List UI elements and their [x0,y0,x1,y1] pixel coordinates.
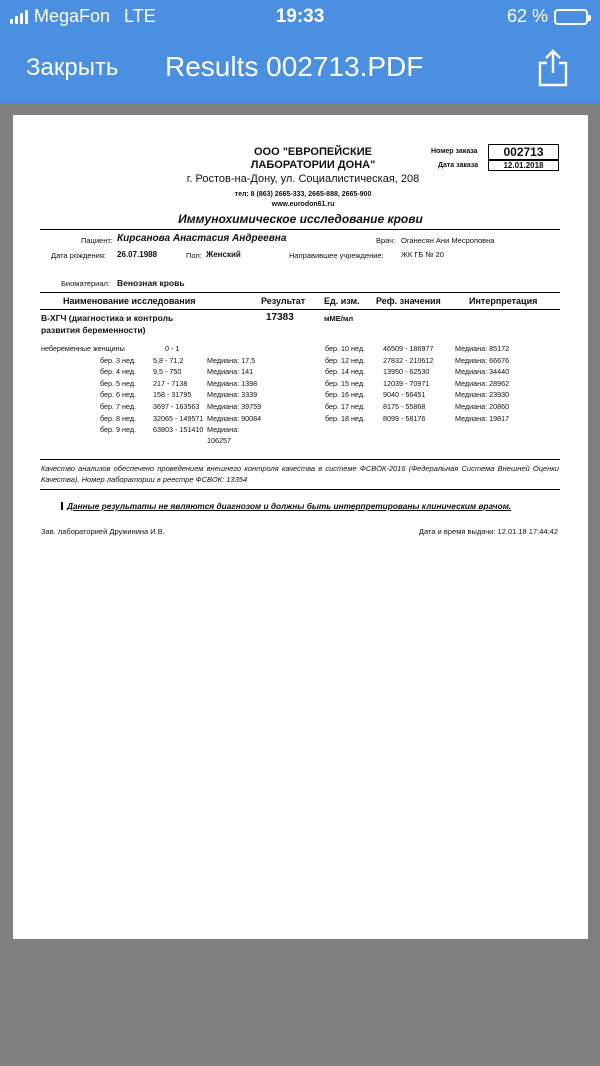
reference-label: бер. 9 нед. [100,425,137,435]
document-title: Results 002713.PDF [165,51,424,82]
reference-range: 8175 - 55868 [383,402,426,411]
lab-address: г. Ростов-на-Дону, ул. Социалистическая, 208 [186,173,420,185]
status-bar [0,0,600,34]
reference-median: Медиана: 1398 [207,378,258,388]
col-header-unit: Ед. изм. [324,296,360,306]
col-header-ref: Реф. значения [376,296,441,306]
issue-datetime: Дата и время выдачи: 12.01.18 17:44:42 [418,527,558,536]
reference-label: бер. 16 нед. [325,390,366,400]
sex-label: Пол: [186,251,202,260]
status-time: 19:33 [275,6,325,27]
reference-label: небеременные женщины [41,344,125,353]
reference-median: Медиана: 90084 [207,413,262,423]
reference-range: 9,5 - 750 [153,367,182,377]
reference-median: Медиана: 17,5 [207,355,256,365]
birth-date: 26.07.1988 [117,250,158,259]
reference-median-extra: 106257 [207,436,231,445]
reference-label: бер. 15 нед. [325,378,366,388]
col-header-interpretation: Интерпретация [469,296,538,306]
patient-name: Кирсанова Анастасия Андреевна [117,233,287,244]
quality-note: Качество анализов обеспечено проведением внешнего контроля качества в системе ФСВОК-2016 (Федеральная Система Внешней Оценки Качества). Номер лаборатории в реестре ФСВОК: 13354 [41,464,559,484]
reference-median: Медиана: [207,425,240,435]
reference-label: бер. 17 нед. [325,402,366,411]
warning-mark [61,502,63,510]
reference-median: Медиана: 34440 [455,367,510,377]
divider [40,309,560,310]
reference-median: Медиана: 3339 [207,390,258,400]
divider [40,292,560,293]
order-number-label: Номер заказа [431,148,478,155]
divider [40,459,560,460]
patient-label: Пациент: [81,236,113,245]
reference-label: бер. 7 нед. [100,402,137,411]
order-date: 12.01.2018 [488,160,559,171]
reference-median: Медиана: 23930 [455,390,510,400]
reference-median: Медиана: 39759 [207,402,262,411]
birth-date-label: Дата рождения: [51,251,106,260]
carrier-name: MegaFon [34,6,111,26]
share-icon[interactable] [536,49,570,87]
reference-range: 27832 - 210612 [383,355,434,365]
reference-label: бер. 5 нед. [100,378,137,388]
reference-range: 5,8 - 71,2 [153,355,184,365]
reference-label: бер. 10 нед. [325,344,366,353]
nav-bar [0,44,600,92]
order-number: 002713 [488,144,559,160]
reference-range: 13950 - 62530 [383,367,430,377]
reference-range: 32065 - 149571 [153,413,204,423]
reference-range: 8099 - 58176 [383,413,426,423]
reference-median: Медиана: 141 [207,367,254,377]
disclaimer: Данные результаты не являются диагнозом и должны быть интерпретированы клиническим врачом. [67,501,512,511]
col-header-name: Наименование исследования [63,296,196,306]
lab-phone: тел: 8 (863) 2665-333, 2665-888, 2665-900 [234,191,372,198]
reference-range: 46509 - 186977 [383,344,434,353]
reference-range: 12039 - 70971 [383,378,430,388]
reference-range: 0 - 1 [165,344,180,353]
reference-range: 217 - 7138 [153,378,188,388]
referral-label: Направившее учреждение: [289,251,384,260]
battery-percent: 62 % [506,6,548,26]
reference-label: бер. 4 нед. [100,367,137,377]
test-name: В-ХГЧ (диагностика и контроль развития беременности) [41,313,174,335]
order-date-label: Дата заказа [438,162,479,169]
head-of-lab: Зав. лабораторией Дружинина И.В. [41,527,165,536]
reference-median: Медиана: 85172 [455,344,510,353]
reference-range: 3697 - 163563 [153,402,200,411]
reference-label: бер. 18 нед. [325,413,366,423]
reference-median: Медиана: 20860 [455,402,510,411]
reference-label: бер. 3 нед. [100,355,137,365]
report-title: Иммунохимическое исследование крови [178,212,423,226]
doctor-label: Врач: [376,236,396,245]
biomaterial-label: Биоматериал: [61,279,110,288]
close-button[interactable]: Закрыть [26,54,119,81]
network-type: LTE [124,6,156,26]
lab-website: www.eurodon61.ru [271,201,335,208]
doctor-name: Оганесян Ани Месроповна [401,236,495,245]
reference-median: Медиана: 66676 [455,355,510,365]
reference-label: бер. 14 нед. [325,367,366,377]
lab-name: ООО "ЕВРОПЕЙСКИЕ ЛАБОРАТОРИИ ДОНА" [250,146,376,171]
reference-label: бер. 8 нед. [100,413,137,423]
reference-median: Медиана: 19817 [455,413,510,423]
divider [40,489,560,490]
reference-range: 63803 - 151410 [153,425,204,435]
battery-icon [554,9,588,25]
test-result: 17383 [266,312,294,323]
reference-label: бер. 12 нед. [325,355,366,365]
biomaterial-value: Венозная кровь [117,278,185,288]
test-unit: мМЕ/мл [324,314,354,323]
col-header-result: Результат [261,296,306,306]
pdf-page [13,115,588,939]
sex-value: Женский [206,250,241,259]
reference-label: бер. 6 нед. [100,390,137,400]
top-bar [0,0,600,103]
reference-range: 9040 - 56451 [383,390,426,400]
reference-range: 158 - 31795 [153,390,192,400]
reference-median: Медиана: 28962 [455,378,510,388]
referral-value: ЖК ГБ № 20 [401,250,444,259]
divider [40,229,560,230]
